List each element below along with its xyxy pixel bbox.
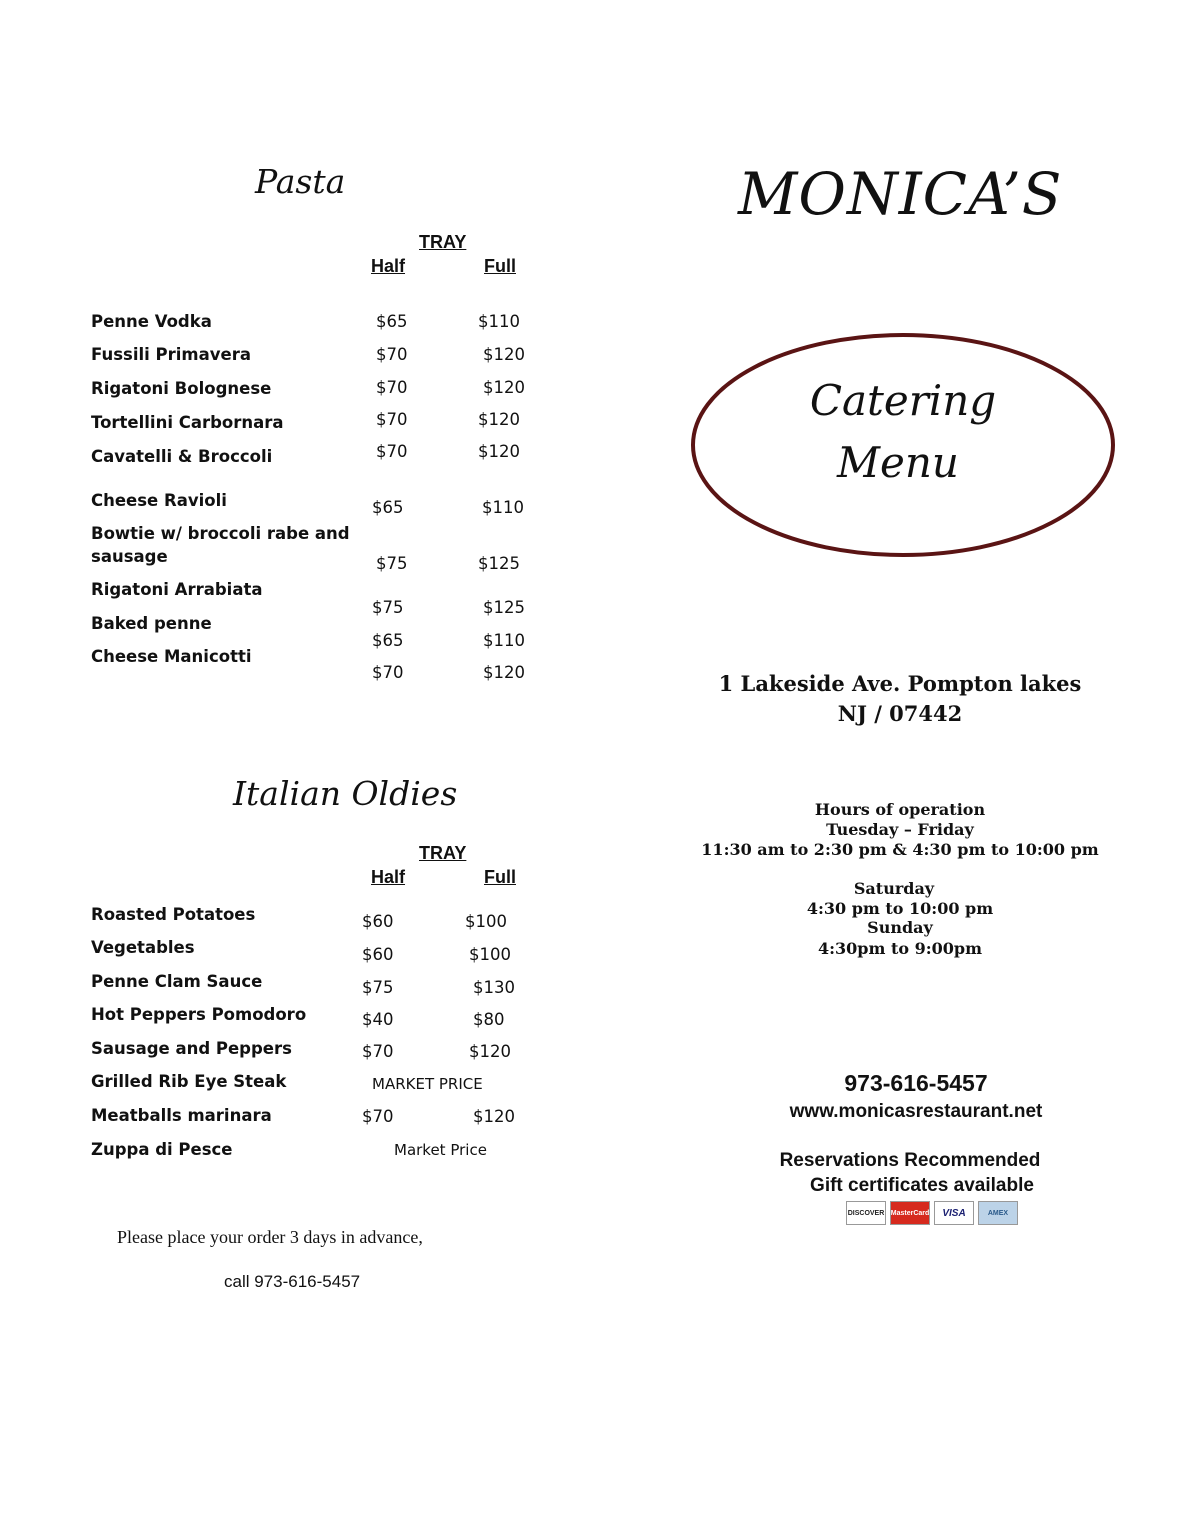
- menu-item-name: Penne Clam Sauce: [91, 972, 263, 991]
- menu-item-half-price: $70: [376, 378, 408, 397]
- menu-item-full-price: $125: [483, 598, 525, 617]
- menu-item-half-price: $65: [372, 498, 404, 517]
- hours-saturday: Saturday: [853, 879, 935, 898]
- payment-cards: [846, 1201, 1018, 1225]
- pasta-tray-header: TRAY: [419, 232, 467, 252]
- menu-item-name: Cheese Ravioli: [91, 491, 227, 510]
- menu-item-full-price: $110: [483, 631, 525, 650]
- phone-number: 973-616-5457: [844, 1070, 988, 1096]
- hours-weekday-times: 11:30 am to 2:30 pm & 4:30 pm to 10:00 pm: [701, 840, 1099, 859]
- menu-item-half-price: $70: [376, 345, 408, 364]
- hours-weekdays: Tuesday – Friday: [826, 820, 974, 839]
- hours-saturday-times: 4:30 pm to 10:00 pm: [806, 899, 994, 918]
- hours-sunday: Sunday: [867, 918, 933, 937]
- menu-item-half-price: $70: [372, 663, 404, 682]
- hours-heading: Hours of operation: [814, 800, 986, 819]
- address-line-1: 1 Lakeside Ave. Pompton lakes: [718, 671, 1082, 696]
- menu-item-name: Sausage and Peppers: [91, 1039, 292, 1058]
- amex-card-icon: AMEX: [978, 1201, 1018, 1225]
- menu-item-half-price: $60: [362, 912, 394, 931]
- menu-item-market-price: Market Price: [394, 1141, 487, 1159]
- menu-item-full-price: $120: [483, 378, 525, 397]
- menu-item-name: Tortellini Carbornara: [91, 413, 284, 432]
- menu-item-name: Penne Vodka: [91, 312, 212, 331]
- oldies-full-header: Full: [484, 867, 516, 887]
- menu-item-half-price: $70: [362, 1042, 394, 1061]
- menu-item-name: Bowtie w/ broccoli rabe and: [91, 524, 350, 543]
- visa-card-icon: VISA: [934, 1201, 974, 1225]
- menu-item-name: Fussili Primavera: [91, 345, 251, 364]
- menu-item-name: Zuppa di Pesce: [91, 1140, 233, 1159]
- gift-certificates-note: Gift certificates available: [810, 1175, 1034, 1196]
- menu-item-name: Rigatoni Bolognese: [91, 379, 272, 398]
- menu-item-full-price: $100: [465, 912, 507, 931]
- menu-item-name: Baked penne: [91, 614, 212, 633]
- menu-item-name: Meatballs marinara: [91, 1106, 272, 1125]
- menu-item-half-price: $70: [362, 1107, 394, 1126]
- discover-card-icon: DISCOVER: [846, 1201, 886, 1225]
- pasta-half-header: Half: [371, 256, 406, 276]
- reservations-note: Reservations Recommended: [779, 1150, 1041, 1171]
- menu-item-half-price: $75: [372, 598, 404, 617]
- menu-item-full-price: $125: [478, 554, 520, 573]
- menu-item-name: Hot Peppers Pomodoro: [91, 1005, 307, 1024]
- oldies-half-header: Half: [371, 867, 406, 887]
- order-note: Please place your order 3 days in advance,: [117, 1227, 423, 1247]
- menu-item-name: Cavatelli & Broccoli: [91, 447, 273, 466]
- menu-item-full-price: $110: [478, 312, 520, 331]
- menu-item-market-price: MARKET PRICE: [372, 1075, 483, 1093]
- pasta-full-header: Full: [484, 256, 516, 276]
- menu-item-full-price: $120: [478, 410, 520, 429]
- oldies-title: Italian Oldies: [233, 774, 458, 813]
- menu-item-half-price: $70: [376, 410, 408, 429]
- menu-item-half-price: $75: [376, 554, 408, 573]
- menu-item-name: Grilled Rib Eye Steak: [91, 1072, 287, 1091]
- menu-item-full-price: $100: [469, 945, 511, 964]
- menu-item-half-price: $40: [362, 1010, 394, 1029]
- menu-item-half-price: $65: [372, 631, 404, 650]
- menu-item-name: Roasted Potatoes: [91, 905, 256, 924]
- menu-item-half-price: $75: [362, 978, 394, 997]
- menu-label: Menu: [837, 438, 959, 487]
- menu-item-full-price: $130: [473, 978, 515, 997]
- menu-item-full-price: $120: [478, 442, 520, 461]
- mastercard-icon: MasterCard: [890, 1201, 930, 1225]
- oldies-tray-header: TRAY: [419, 843, 467, 863]
- menu-item-full-price: $120: [483, 345, 525, 364]
- menu-item-full-price: $120: [483, 663, 525, 682]
- menu-item-full-price: $80: [473, 1010, 505, 1029]
- menu-item-name: Rigatoni Arrabiata: [91, 580, 263, 599]
- pasta-title: Pasta: [255, 162, 346, 201]
- menu-item-full-price: $110: [482, 498, 524, 517]
- menu-item-full-price: $120: [469, 1042, 511, 1061]
- menu-item-half-price: $65: [376, 312, 408, 331]
- menu-item-name-continued: sausage: [91, 547, 168, 566]
- menu-item-half-price: $60: [362, 945, 394, 964]
- menu-item-full-price: $120: [473, 1107, 515, 1126]
- menu-item-name: Cheese Manicotti: [91, 647, 252, 666]
- address-line-2: NJ / 07442: [837, 701, 963, 726]
- menu-item-name: Vegetables: [91, 938, 195, 957]
- hours-sunday-times: 4:30pm to 9:00pm: [817, 939, 983, 958]
- order-phone-note: call 973-616-5457: [224, 1272, 361, 1291]
- website-link[interactable]: www.monicasrestaurant.net: [789, 1101, 1043, 1122]
- menu-item-half-price: $70: [376, 442, 408, 461]
- restaurant-name: MONICA’S: [738, 160, 1063, 228]
- catering-label: Catering: [809, 376, 997, 425]
